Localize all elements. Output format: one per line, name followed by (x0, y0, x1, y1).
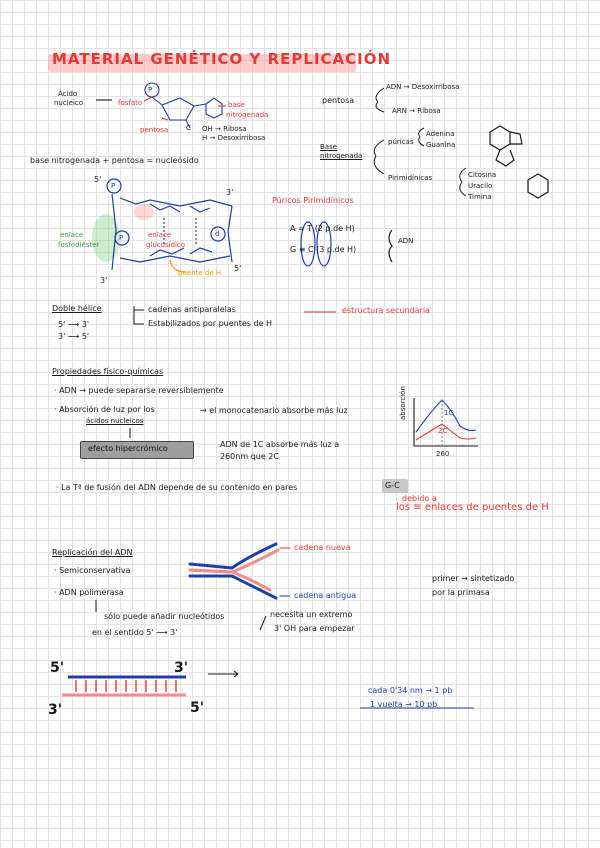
pentosa-heading: pentosa (322, 96, 355, 105)
absorption-graph (414, 398, 478, 446)
dna-three-top: 3' (226, 188, 234, 197)
primer-2: por la primasa (432, 588, 490, 597)
helix-strand-2: 3' ⟶ 5' (58, 332, 90, 341)
hyper-desc-2: 260nm que 2C (220, 452, 279, 461)
nucleosido-formula: base nitrogenada + pentosa = nucleósido (30, 156, 199, 165)
helix-strand-1: 5' ⟶ 3' (58, 320, 90, 329)
base-heading-1: Base (320, 143, 338, 151)
nucleico-label: nucleico (54, 99, 84, 107)
nucleotide-drawing (96, 83, 226, 128)
graph-1c: 1C (444, 409, 454, 417)
tm-reason-2: los ≡ enlaces de puentes de H (396, 502, 549, 513)
tm-text: · La Tª de fusión del ADN depende de su contenido en pares (56, 483, 298, 492)
props-p1: · ADN → puede separarse reversiblemente (54, 386, 224, 395)
hyper-label: efecto hipercrómico (88, 444, 168, 453)
hyper-desc-1: ADN de 1C absorbe más luz a (220, 440, 340, 449)
pairing-gc: G ≡ C (3 p.de H) (290, 245, 357, 254)
dna-p-top: P (111, 182, 116, 190)
gc-label: G-C (385, 481, 400, 490)
replication-fork (190, 544, 290, 598)
graph-x-label: 260 (436, 450, 450, 458)
enlace-gluco-1: enlace (148, 231, 172, 239)
ladder-five-a: 5' (50, 660, 65, 676)
graph-y-label: absorción (399, 386, 407, 420)
pyrimidine-ring (528, 174, 548, 198)
purine-ring (490, 126, 522, 166)
base-heading-2: nitrogenada (320, 152, 363, 160)
props-p2c: → el monocatenario absorbe más luz (200, 406, 348, 415)
puente-label: puente de H (178, 269, 222, 277)
oh-ribosa: OH → Ribosa (202, 125, 247, 133)
polimerasa-b: en el sentido 5' ⟶ 3' (92, 628, 178, 637)
primer-1: primer → sintetizado (432, 574, 515, 583)
page-title: MATERIAL GENÉTICO Y REPLICACIÓN (52, 50, 392, 68)
dna-five-top: 5' (94, 175, 102, 184)
ladder-three-b: 3' (48, 702, 63, 718)
pentosa-arn: ARN → Ribosa (392, 107, 441, 115)
acido-label: Ácido (58, 90, 78, 98)
dna-three-bottom: 3' (100, 276, 108, 285)
adenina-label: Adenina (426, 130, 455, 138)
tm-reason-1: debido a (402, 494, 437, 503)
citosina-label: Citosina (468, 171, 497, 179)
phosphate-p: P (148, 86, 153, 94)
timina-label: Timina (468, 193, 492, 201)
pentosa-sub-label: pentosa (140, 126, 169, 134)
dna-d: d (215, 230, 220, 238)
cadena-nueva: cadena nueva (294, 543, 351, 552)
enlace-gluco-2: glucosídico (146, 241, 186, 249)
dna-five-bottom: 5' (234, 264, 242, 273)
vuelta-2: 1 vuelta → 10 pb (370, 700, 438, 709)
base-label: base (228, 101, 245, 109)
semiconservativa: · Semiconservativa (54, 566, 131, 575)
props-p2b: ácidos nucleicos (86, 417, 144, 425)
props-heading: Propiedades físico-químicas (52, 367, 164, 376)
puricas-label: púricas (388, 138, 414, 146)
fosfato-label: fosfato (118, 99, 143, 107)
ladder-three-a: 3' (174, 660, 189, 676)
dna-p-mid: P (119, 234, 124, 242)
carbon-c: C (186, 124, 191, 132)
pairing-heading: Púricos Pirimidínicos (272, 196, 354, 205)
polimerasa-c: necesita un extremo (270, 610, 353, 619)
adn-polimerasa: · ADN polimerasa (54, 588, 124, 597)
ladder-five-b: 5' (190, 700, 205, 716)
pairing-adn: ADN (398, 237, 414, 245)
props-p2a: · Absorción de luz por los (54, 405, 155, 414)
helix-antiparalelas: cadenas antiparalelas (148, 305, 236, 314)
pirimidinicas-label: Pirimidínicas (388, 174, 433, 182)
h-desoxirribosa: H → Desoxirribosa (202, 134, 266, 142)
polimerasa-a: sólo puede añadir nucleótidos (104, 612, 225, 621)
pentosa-adn: ADN → Desoxirribosa (386, 83, 460, 91)
polimerasa-d: 3' OH para empezar (274, 624, 355, 633)
enlace-fosfo-1: enlace (60, 231, 84, 239)
doble-helice: Doble hélice (52, 304, 102, 313)
helix-estabilizados: Estabilizados por puentes de H (148, 319, 273, 328)
enlace-fosfo-2: fosfodiéster (58, 241, 100, 249)
dna-ladder-drawing (92, 179, 232, 272)
uracilo-label: Uracilo (468, 182, 493, 190)
vuelta-1: cada 0'34 nm → 1 pb (368, 686, 453, 695)
pairing-at: A = T (2 p.de H) (290, 224, 355, 233)
cadena-antigua: cadena antigua (294, 591, 357, 600)
replication-heading: Replicación del ADN (52, 548, 133, 557)
nitrogenada-label: nitrogenada (226, 111, 269, 119)
estructura-secundaria: estructura secundaria (342, 306, 430, 315)
graph-2c: 2C (438, 427, 448, 435)
guanina-label: Guanina (426, 141, 456, 149)
